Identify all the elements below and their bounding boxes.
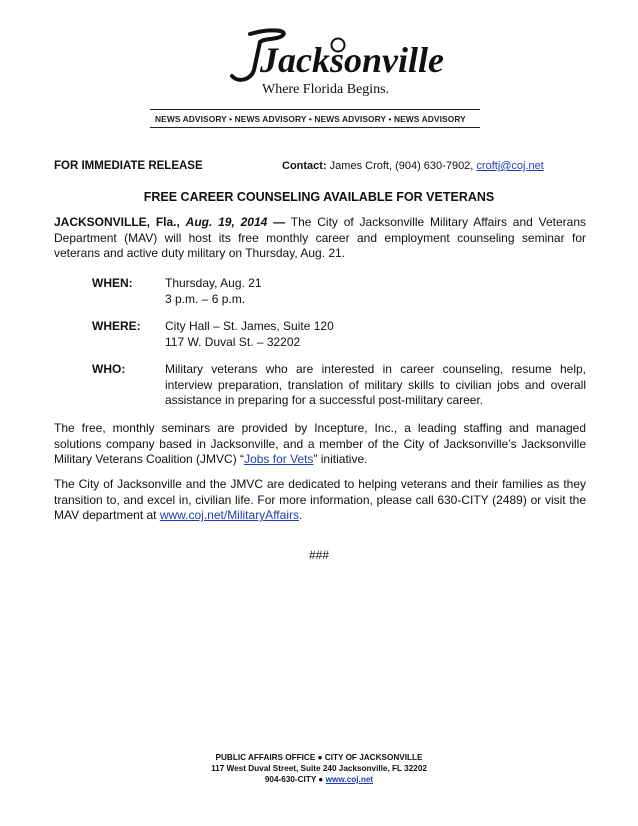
advisory-rule-top (150, 109, 480, 110)
jobs-for-vets-link[interactable]: Jobs for Vets (244, 452, 314, 467)
advisory-rule-bottom (150, 127, 480, 128)
advisory-item: NEWS ADVISORY (314, 114, 387, 124)
lead-paragraph (54, 215, 586, 262)
end-mark: ### (308, 548, 330, 562)
logo-text: Jacksonville (260, 40, 444, 80)
sponsor-paragraph (54, 421, 586, 468)
news-advisory-bar (155, 114, 466, 124)
advisory-separator: • (388, 114, 392, 124)
where-value (165, 319, 586, 350)
contact-email-link[interactable]: croftj@coj.net (476, 160, 544, 172)
advisory-separator: • (308, 114, 312, 124)
dateline: JACKSONVILLE, Fla., (54, 215, 180, 229)
sponsor-text: The free, monthly seminars are provided by Incepture, Inc., a leading staffing and managed solutions company based in Jacksonville, and a member of the City of Jacksonville’s Jacksonville Military Veterans Coalition (JMVC) “ (54, 421, 586, 467)
footer-website-link[interactable]: www.coj.net (325, 775, 374, 784)
when-line-1: Thursday, Aug. 21 (165, 276, 262, 290)
release-label: FOR IMMEDIATE RELEASE (54, 160, 203, 172)
who-value: Military veterans who are interested in career counseling, resume help, interview preparation, translation of military skills to civilian jobs and overall assistance in preparing for a successful post-military career. (165, 362, 586, 408)
info-text: The City of Jacksonville and the JMVC are dedicated to helping veterans and their families as they transition to, and excel in, civilian life. For more information, please call 630-CITY (2489) or visit the MAV department at (54, 477, 586, 523)
when-label: WHEN: (92, 276, 133, 290)
jacksonville-logo-wordmark (220, 28, 444, 88)
advisory-separator: • (229, 114, 233, 124)
footer-contact (0, 774, 638, 785)
where-line-2: 117 W. Duval St. – 32202 (165, 334, 301, 349)
advisory-item: NEWS ADVISORY (234, 114, 307, 124)
sponsor-text-end: ” initiative. (313, 452, 368, 467)
military-affairs-link[interactable]: www.coj.net/MilitaryAffairs (159, 508, 299, 523)
advisory-item: NEWS ADVISORY (393, 114, 466, 124)
where-label: WHERE: (92, 319, 141, 333)
contact-label: Contact: (282, 160, 327, 172)
footer-office: PUBLIC AFFAIRS OFFICE ● CITY OF JACKSONVILLE (215, 753, 423, 762)
info-paragraph (54, 477, 586, 524)
where-line-1: City Hall – St. James, Suite 120 (165, 319, 334, 333)
footer-phone: 904-630-CITY ● (264, 775, 326, 784)
contact-text: James Croft, (904) 630-7902, (329, 160, 474, 172)
when-value (165, 276, 586, 307)
advisory-item: NEWS ADVISORY (155, 114, 227, 124)
info-text-end: . (298, 508, 303, 523)
logo-tagline: Where Florida Begins. (262, 82, 390, 97)
release-date: Aug. 19, 2014 — (185, 215, 286, 229)
headline: FREE CAREER COUNSELING AVAILABLE FOR VETERANS (143, 190, 495, 204)
footer-address: 117 West Duval Street, Suite 240 Jacksonville, FL 32202 (211, 764, 427, 773)
lead-text: The City of Jacksonville Military Affairs and Veterans Department (MAV) will host its free monthly career and employment counseling seminar for veterans and active duty military on Thursday, Aug. 21. (54, 215, 586, 261)
footer (0, 752, 638, 785)
who-label: WHO: (92, 362, 126, 376)
contact-info (282, 160, 544, 172)
when-line-2: 3 p.m. – 6 p.m. (165, 291, 246, 306)
